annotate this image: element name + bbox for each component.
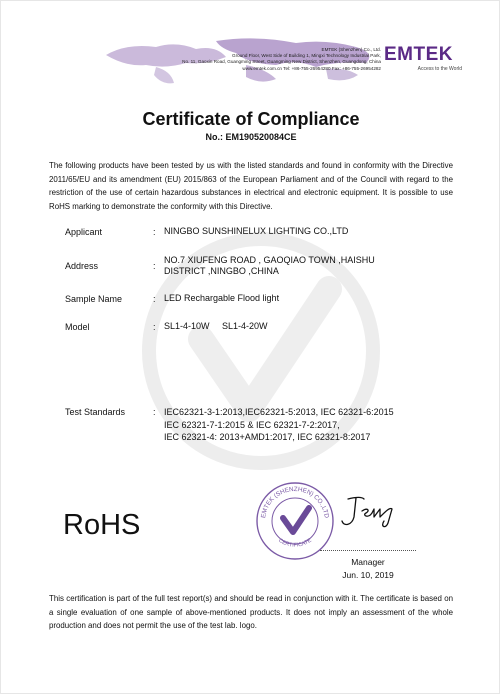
header-company-line: EMTEK (Shenzhen) Co., Ltd. — [321, 47, 381, 52]
page-title: Certificate of Compliance — [142, 109, 360, 129]
seal-text-top: EMTEK (SHENZHEN) CO.,LTD — [260, 485, 330, 519]
seal-text-bottom: CERTIFICATE — [277, 537, 313, 549]
logo-text: EMTEK — [384, 44, 453, 65]
certificate-number: No.: EM190520084CE — [205, 132, 297, 142]
model-value: SL1-4-10W SL1-4-20W — [164, 321, 268, 331]
address-line-2: DISTRICT ,NINGBO ,CHINA — [164, 266, 279, 276]
signatory-title: Manager — [351, 557, 385, 567]
test-standards-line-1: IEC62321-3-1:2013,IEC62321-5:2013, IEC 62321-6:2015 — [164, 407, 394, 417]
header-contact-line: www.emtek.com.cn Tel: +86-755-26954280 Fax: +86-755-26954282 — [242, 65, 381, 71]
test-standards-colon: : — [153, 407, 156, 417]
sample-name-colon: : — [153, 294, 156, 304]
intro-paragraph: The following products have been tested by us with the listed standards and found in conformity with the Directive 2011/65/EU and its amendment (EU) 2015/863 of the European Parliament and of the Council with regard to the restriction of the use of certain hazardous substances in electrical and electronic equipment. It is possible to use RoHS marking to demonstrate the conformity with this Directive. — [49, 161, 453, 211]
sample-name-label: Sample Name — [65, 294, 123, 304]
address-label: Address — [65, 261, 99, 271]
applicant-label: Applicant — [65, 227, 103, 237]
test-standards-value — [164, 406, 394, 444]
address-value — [164, 255, 375, 277]
signature-date: Jun. 10, 2019 — [342, 570, 394, 580]
header-address-line-1: Ground Floor, West Side of Building 1, Mingxi Technology Industrial Park, — [232, 53, 381, 59]
emtek-logo — [384, 45, 462, 72]
model-label: Model — [65, 322, 90, 332]
model-colon: : — [153, 322, 156, 332]
rohs-mark: RoHS — [63, 509, 141, 541]
address-colon: : — [153, 261, 156, 271]
address-line-1: NO.7 XIUFENG ROAD , GAOQIAO TOWN ,HAISHU — [164, 255, 375, 265]
test-standards-label: Test Standards — [65, 407, 126, 417]
manager-signature — [334, 493, 404, 531]
signature-line — [320, 550, 416, 551]
logo-slogan: Access to the World — [417, 66, 462, 72]
applicant-colon: : — [153, 227, 156, 237]
header-address-line-2: No. 11, Gaoxin Road, Guangming Street, Guangming New District, Shenzhen, Guangdong, China — [182, 59, 381, 65]
sample-name-value: LED Rechargable Flood light — [164, 293, 280, 303]
header-address-block — [111, 47, 381, 72]
test-standards-line-3: IEC 62321-4: 2013+AMD1:2017, IEC 62321-8:2017 — [164, 432, 371, 442]
footer-paragraph: This certification is part of the full test report(s) and should be read in conjunction with it. The certificate is based on a single evaluation of one sample of above-mentioned products. It does not imply an assessment of the whole production and does not permit the use of the test lab. logo. — [49, 594, 453, 630]
test-standards-line-2: IEC 62321-7-1:2015 & IEC 62321-7-2:2017, — [164, 419, 340, 430]
applicant-value: NINGBO SUNSHINELUX LIGHTING CO.,LTD — [164, 226, 349, 236]
